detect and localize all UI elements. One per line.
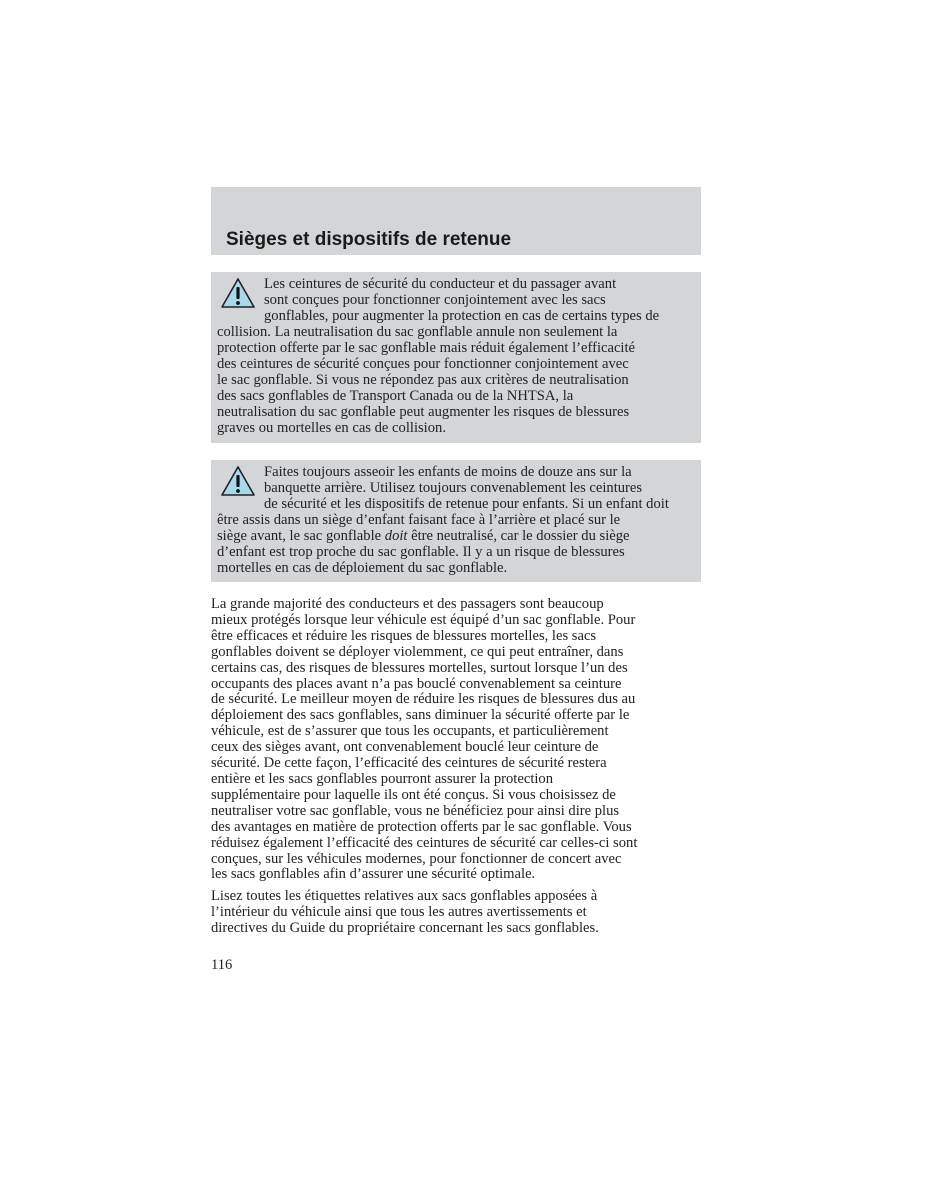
text-line: La grande majorité des conducteurs et des passagers sont beaucoup [211,596,604,612]
warning-triangle-icon [220,277,256,309]
text-line [217,528,693,544]
text-line: mieux protégés lorsque leur véhicule est équipé d’un sac gonflable. Pour [211,611,636,628]
text-line: des sacs gonflables de Transport Canada ou de la NHTSA, la [217,388,574,404]
section-header-band [211,187,701,255]
text-line: banquette arrière. Utilisez toujours convenablement les ceintures [264,480,643,496]
text-line: Lisez toutes les étiquettes relatives aux sacs gonflables apposées à [211,888,598,904]
text-line: des avantages en matière de protection offerts par le sac gonflable. Vous [211,818,632,835]
text-line: de sécurité. Le meilleur moyen de réduire les risques de blessures dus au [211,691,636,708]
text-line: graves ou mortelles en cas de collision. [217,420,446,436]
text-line: des ceintures de sécurité conçues pour fonctionner conjointement avec [217,356,629,372]
text-line: sécurité. De cette façon, l’efficacité des ceintures de sécurité restera [211,755,607,772]
text-line: de sécurité et les dispositifs de retenue pour enfants. Si un enfant doit [264,496,669,512]
text-line: directives du Guide du propriétaire concernant les sacs gonflables. [211,919,599,936]
text-line: déploiement des sacs gonflables, sans diminuer la sécurité offerte par le [211,707,630,724]
text-line: être assis dans un siège d’enfant faisant face à l’arrière et placé sur le [217,512,621,528]
text-line: le sac gonflable. Si vous ne répondez pas aux critères de neutralisation [217,372,629,388]
text-line: réduisez également l’efficacité des ceintures de sécurité car celles-ci sont [211,834,638,851]
text-line: d’enfant est trop proche du sac gonflable. Il y a un risque de blessures [217,544,625,560]
section-title: Sièges et dispositifs de retenue [226,229,512,250]
paragraph-airbag-protection [211,597,703,883]
emphasis-doit: doit [384,528,408,544]
text-segment: être neutralisé, car le dossier du siège [407,528,630,544]
warning-triangle-icon [220,465,256,497]
text-line: les sacs gonflables afin d’assurer une sécurité optimale. [211,866,536,883]
page-number: 116 [211,957,233,973]
text-line: gonflables, pour augmenter la protection en cas de certains types de [264,308,660,324]
text-line: conçues, sur les véhicules modernes, pour fonctionner de concert avec [211,850,622,867]
text-line: certains cas, des risques de blessures mortelles, surtout lorsque l’un des [211,659,628,676]
text-line: l’intérieur du véhicule ainsi que tous les autres avertissements et [211,903,587,920]
warning-text [217,464,693,576]
text-line: être efficaces et réduire les risques de blessures mortelles, les sacs [211,627,597,644]
warning-box-airbag-deactivation [211,272,701,443]
text-line: supplémentaire pour laquelle ils ont été conçus. Si vous choisissez de [211,786,616,803]
text-line: neutralisation du sac gonflable peut augmenter les risques de blessures [217,404,630,420]
warning-text [217,276,693,436]
text-line: neutraliser votre sac gonflable, vous ne bénéficiez pour ainsi dire plus [211,802,620,819]
text-line: Faites toujours asseoir les enfants de moins de douze ans sur la [264,464,632,480]
warning-box-children-rear-seat [211,460,701,582]
text-line: protection offerte par le sac gonflable mais réduit également l’efficacité [217,340,636,356]
text-line: occupants des places avant n’a pas bouclé convenablement sa ceinture [211,675,622,692]
paragraph-read-labels [211,889,703,937]
text-line: entière et les sacs gonflables pourront assurer la protection [211,770,554,787]
text-segment: siège avant, le sac gonflable [217,528,385,544]
text-line: véhicule, est de s’assurer que tous les occupants, et particulièrement [211,723,609,740]
text-line: mortelles en cas de déploiement du sac gonflable. [217,560,508,576]
text-line: sont conçues pour fonctionner conjointement avec les sacs [264,292,606,308]
text-line: collision. La neutralisation du sac gonflable annule non seulement la [217,324,618,340]
text-line: gonflables doivent se déployer violemment, ce qui peut entraîner, dans [211,643,624,660]
text-line: Les ceintures de sécurité du conducteur et du passager avant [264,276,617,292]
text-line: ceux des sièges avant, ont convenablement bouclé leur ceinture de [211,739,599,756]
